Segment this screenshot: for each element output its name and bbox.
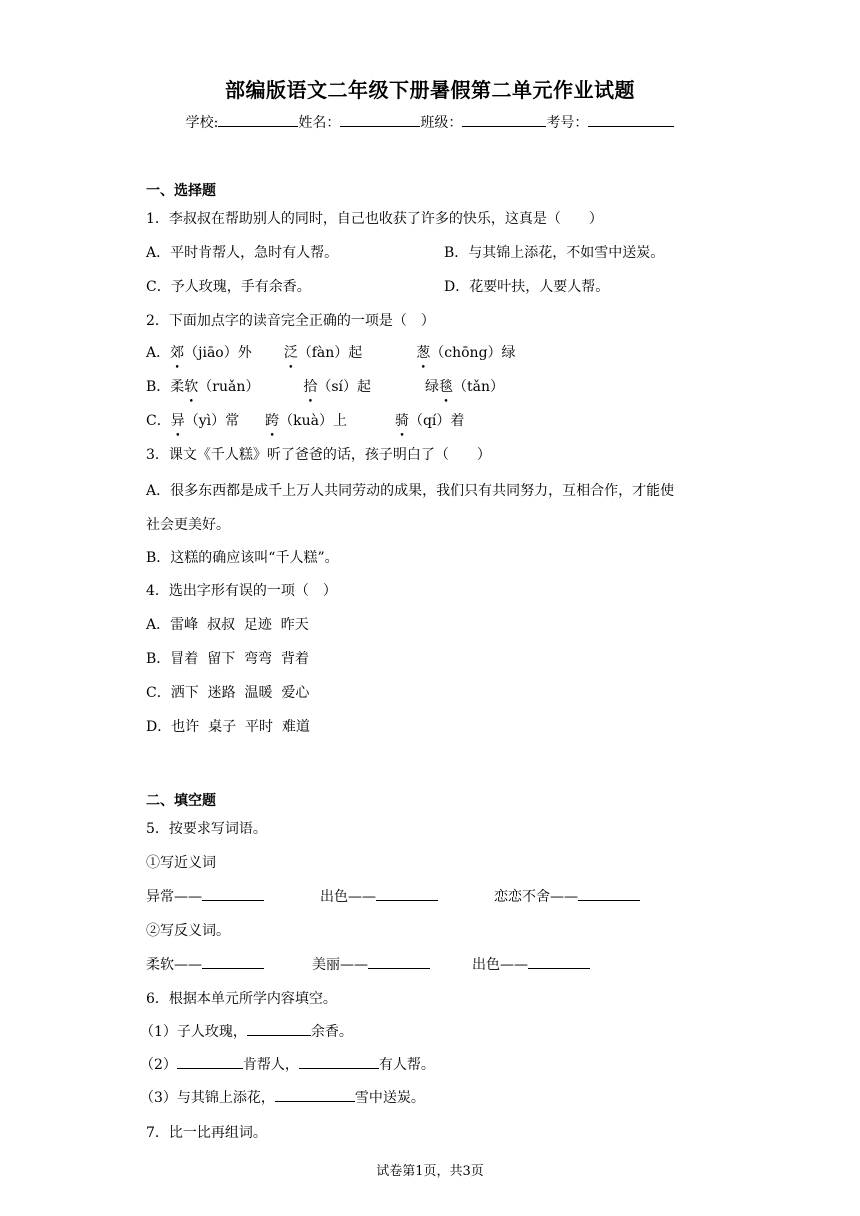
pinyin-text: （jiāo）外 (184, 345, 252, 361)
q4-option-b: B．冒着 留下 弯弯 背着 (146, 651, 309, 667)
answer-blank[interactable] (247, 1021, 311, 1036)
opt-prefix: B．柔 (146, 379, 185, 395)
antonym-item (472, 954, 590, 974)
dotted-char: 跨 (265, 413, 280, 429)
q6-line-2 (140, 1054, 435, 1074)
pinyin-text: （ruǎn） (198, 379, 260, 395)
opt-prefix: A． (146, 345, 171, 361)
fill-text: （3）与其锦上添花， (140, 1090, 275, 1106)
q4-option-c: C．洒下 迷路 温暖 爱心 (146, 685, 310, 701)
answer-blank[interactable] (275, 1087, 355, 1102)
answer-blank[interactable] (202, 954, 264, 969)
q6-line-3 (140, 1087, 425, 1107)
q5-sub1: ①写近义词 (146, 855, 216, 871)
answer-blank[interactable] (528, 954, 590, 969)
section-2-heading: 二、填空题 (146, 793, 216, 809)
q3-option-a-cont: 社会更美好。 (146, 517, 230, 533)
q4-stem: 4．选出字形有误的一项（ ） (146, 583, 337, 599)
answer-blank[interactable] (368, 954, 430, 969)
name-label: 姓名： (298, 115, 341, 131)
pinyin-text: （fàn）起 (297, 345, 363, 361)
pinyin-text: （kuà）上 (279, 413, 347, 429)
q1-option-b: B．与其锦上添花，不如雪中送炭。 (444, 245, 665, 261)
exam-no-blank[interactable] (588, 112, 674, 127)
fill-text: （2） (140, 1057, 177, 1073)
class-blank[interactable] (462, 112, 546, 127)
dotted-char: 异 (170, 413, 185, 429)
word-prompt: 出色—— (320, 889, 376, 905)
fill-text: 余香。 (310, 1024, 353, 1040)
word-prompt: 恋恋不舍—— (494, 889, 578, 905)
fill-text: （1）子人玫瑰， (140, 1024, 247, 1040)
dotted-char: 葱 (416, 345, 431, 361)
name-blank[interactable] (340, 112, 420, 127)
student-info-line (0, 112, 860, 132)
antonym-item (146, 954, 264, 974)
q5-stem: 5．按要求写词语。 (146, 821, 267, 837)
section-1-heading: 一、选择题 (146, 183, 216, 199)
q3-option-a: A．很多东西都是成千上万人共同劳动的成果，我们只有共同努力，互相合作，才能使 (146, 483, 675, 499)
answer-blank[interactable] (299, 1054, 379, 1069)
class-label: 班级： (420, 115, 463, 131)
synonym-item (320, 886, 438, 906)
q7-stem: 7．比一比再组词。 (146, 1125, 267, 1141)
q2-stem: 2．下面加点字的读音完全正确的一项是（ ） (146, 313, 435, 329)
page-footer: 试卷第1页，共3页 (376, 1164, 484, 1179)
school-label: 学校: (185, 115, 219, 131)
answer-blank[interactable] (177, 1054, 243, 1069)
opt-prefix: C． (146, 413, 171, 429)
word-prompt: 出色—— (472, 957, 528, 973)
pinyin-text: （chōng）绿 (430, 345, 516, 361)
answer-blank[interactable] (578, 886, 640, 901)
answer-blank[interactable] (202, 886, 264, 901)
word-prompt: 柔软—— (146, 957, 202, 973)
q2-option-c (146, 410, 464, 430)
q6-line-1 (140, 1021, 353, 1041)
q1-option-c: C．予人玫瑰，手有余香。 (146, 279, 311, 295)
q6-stem: 6．根据本单元所学内容填空。 (146, 991, 337, 1007)
q4-option-d: D．也许 桌子 平时 难道 (146, 719, 310, 735)
dotted-char: 郊 (170, 345, 185, 361)
dotted-char: 泛 (283, 345, 298, 361)
fill-text: 雪中送炭。 (354, 1090, 425, 1106)
page-title: 部编版语文二年级下册暑假第二单元作业试题 (225, 78, 635, 102)
school-blank[interactable] (218, 112, 298, 127)
answer-blank[interactable] (376, 886, 438, 901)
q3-stem: 3．课文《千人糕》听了爸爸的话，孩子明白了（ ） (146, 447, 491, 463)
q2-option-a (146, 342, 516, 362)
antonym-item (312, 954, 430, 974)
fill-text: 肯帮人， (242, 1057, 299, 1073)
plain-char: 绿 (425, 379, 440, 395)
pinyin-text: （sí）起 (317, 379, 372, 395)
synonym-item (146, 886, 264, 906)
q1-option-d: D．花要叶扶，人要人帮。 (444, 279, 610, 295)
pinyin-text: （tǎn） (453, 379, 505, 395)
dotted-char: 软 (184, 379, 199, 395)
q1-stem: 1．李叔叔在帮助别人的同时，自己也收获了许多的快乐，这真是（ ） (146, 211, 603, 227)
synonym-item (494, 886, 640, 906)
fill-text: 有人帮。 (378, 1057, 435, 1073)
q1-option-a: A．平时肯帮人，急时有人帮。 (146, 245, 339, 261)
q5-sub2: ②写反义词。 (146, 923, 230, 939)
word-prompt: 异常—— (146, 889, 202, 905)
dotted-char: 毯 (439, 379, 454, 395)
pinyin-text: （yì）常 (184, 413, 240, 429)
pinyin-text: （qí）着 (408, 413, 465, 429)
q4-option-a: A．雷峰 叔叔 足迹 昨天 (146, 617, 309, 633)
dotted-char: 骑 (394, 413, 409, 429)
q3-option-b: B．这糕的确应该叫“千人糕”。 (146, 550, 339, 566)
dotted-char: 拾 (303, 379, 318, 395)
q2-option-b (146, 376, 504, 396)
word-prompt: 美丽—— (312, 957, 368, 973)
exam-no-label: 考号： (546, 115, 589, 131)
